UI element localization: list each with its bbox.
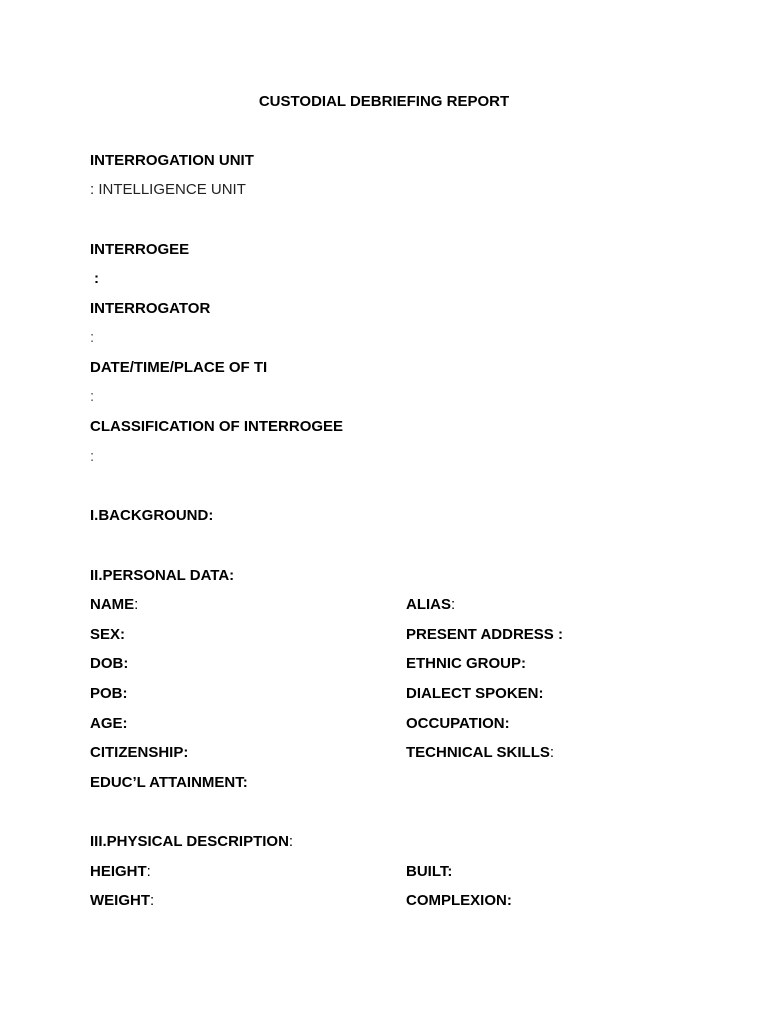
section-background-heading: I.BACKGROUND: bbox=[90, 507, 214, 524]
height-label: HEIGHT bbox=[90, 863, 147, 880]
technical-skills-colon: : bbox=[549, 744, 555, 761]
built-label: BUILT: bbox=[406, 863, 453, 880]
weight-label: WEIGHT bbox=[90, 892, 150, 909]
date-time-place-label: DATE/TIME/PLACE OF TI bbox=[90, 359, 268, 376]
alias-field bbox=[406, 596, 455, 614]
alias-label: ALIAS bbox=[406, 596, 451, 613]
interrogator-label: INTERROGATOR bbox=[90, 300, 211, 317]
complexion-label: COMPLEXION: bbox=[406, 892, 512, 909]
weight-colon: : bbox=[150, 892, 155, 909]
alias-colon: : bbox=[451, 596, 456, 613]
interrogee-label: INTERROGEE bbox=[90, 241, 190, 258]
interrogee-value: : bbox=[94, 270, 99, 287]
age-label: AGE: bbox=[90, 715, 128, 732]
citizenship-label: CITIZENSHIP: bbox=[90, 744, 189, 761]
weight-field bbox=[90, 892, 154, 910]
interrogation-unit-label: INTERROGATION UNIT bbox=[90, 152, 254, 169]
classification-value: : bbox=[90, 448, 95, 465]
educ-attainment-label: EDUC’L ATTAINMENT: bbox=[90, 774, 248, 791]
name-label: NAME bbox=[90, 596, 135, 613]
present-address-label: PRESENT ADDRESS : bbox=[406, 626, 563, 643]
height-colon: : bbox=[146, 863, 151, 880]
occupation-label: OCCUPATION: bbox=[406, 715, 510, 732]
section-physical-label: III.PHYSICAL DESCRIPTION bbox=[90, 833, 289, 850]
interrogation-unit-value: : INTELLIGENCE UNIT bbox=[90, 181, 246, 198]
section-physical-heading bbox=[90, 833, 293, 851]
name-colon: : bbox=[134, 596, 139, 613]
classification-label: CLASSIFICATION OF INTERROGEE bbox=[90, 418, 344, 435]
interrogator-value: : bbox=[90, 329, 95, 346]
sex-label: SEX: bbox=[90, 626, 126, 643]
section-physical-colon: : bbox=[288, 833, 294, 850]
section-personal-heading: II.PERSONAL DATA: bbox=[90, 567, 235, 584]
pob-label: POB: bbox=[90, 685, 128, 702]
dialect-spoken-label: DIALECT SPOKEN: bbox=[406, 685, 544, 702]
technical-skills-label: TECHNICAL SKILLS bbox=[406, 744, 550, 761]
name-field bbox=[90, 596, 138, 614]
date-time-place-value: : bbox=[90, 388, 95, 405]
height-field bbox=[90, 863, 151, 881]
ethnic-group-label: ETHNIC GROUP: bbox=[406, 655, 526, 672]
dob-label: DOB: bbox=[90, 655, 129, 672]
technical-skills-field bbox=[406, 744, 554, 762]
report-title: CUSTODIAL DEBRIEFING REPORT bbox=[258, 93, 510, 110]
